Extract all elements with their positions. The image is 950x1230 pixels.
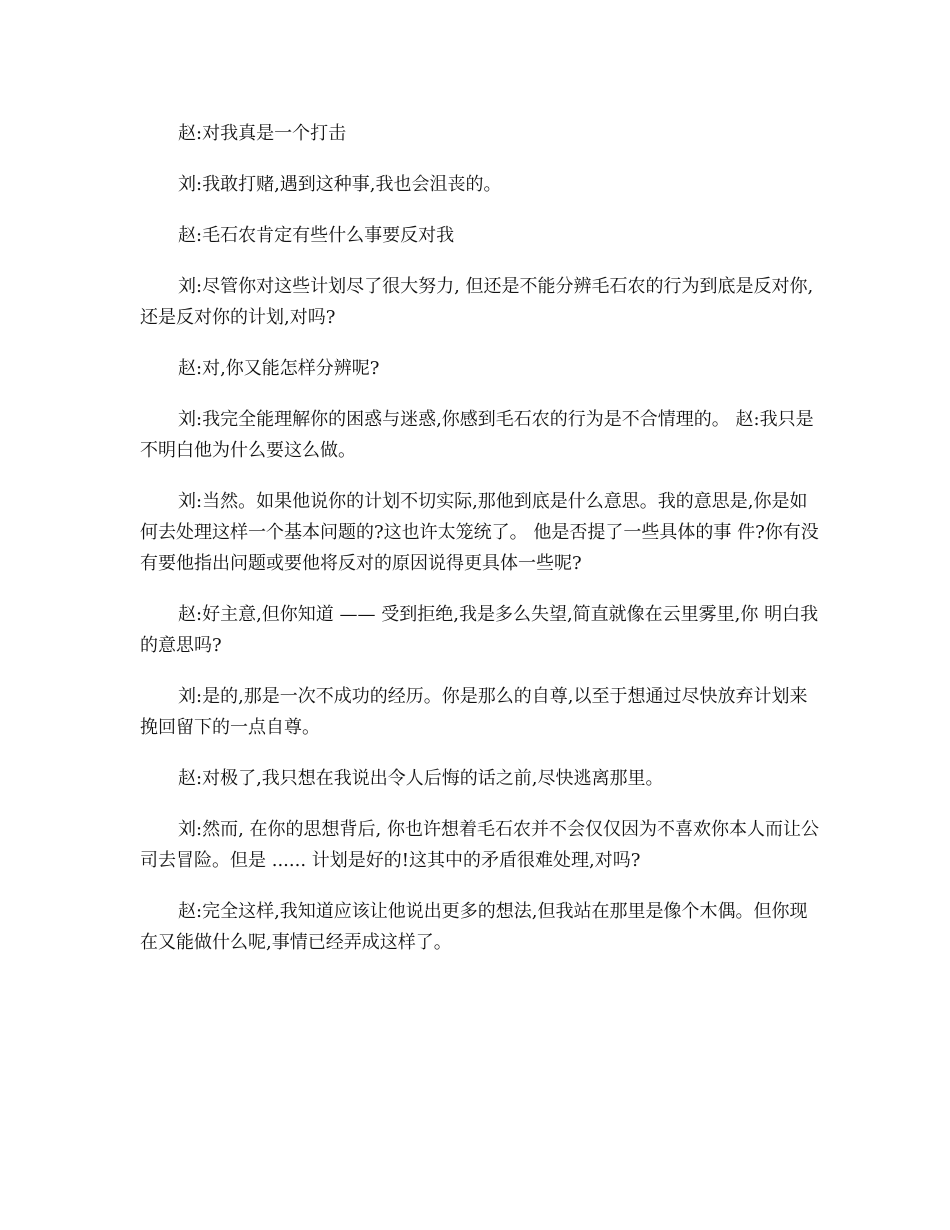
- dialogue-paragraph: 赵:毛石农肯定有些什么事要反对我: [178, 225, 455, 246]
- dialogue-paragraph: 赵:好主意,但你知道 —— 受到拒绝,我是多么失望,简直就像在云里雾里,你 明白我的意思吗?: [140, 604, 819, 656]
- dialogue-paragraph: 刘:尽管你对这些计划尽了很大努力, 但还是不能分辨毛石农的行为到底是反对你,还是反对你的计划,对吗?: [140, 276, 814, 328]
- dialogue-paragraph: 刘:我完全能理解你的困惑与迷惑,你感到毛石农的行为是不合情理的。 赵:我只是不明白他为什么要这么做。: [140, 409, 814, 461]
- dialogue-paragraph: 赵:对我真是一个打击: [178, 123, 347, 144]
- dialogue-paragraph: 刘:是的,那是一次不成功的经历。你是那么的自尊,以至于想通过尽快放弃计划来挽回留下的一点自尊。: [140, 686, 808, 738]
- dialogue-paragraph: 刘:当然。如果他说你的计划不切实际,那他到底是什么意思。我的意思是,你是如何去处理这样一个基本问题的?这也许太笼统了。 他是否提了一些具体的事 件?你有没有要他指出问题或要他将反对的原因说得更具体一些呢?: [140, 491, 819, 574]
- dialogue-paragraph: 赵:对,你又能怎样分辨呢?: [178, 358, 380, 379]
- dialogue-paragraph: 赵:完全这样,我知道应该让他说出更多的想法,但我站在那里是像个木偶。但你现在又能做什么呢,事情已经弄成这样了。: [140, 901, 808, 953]
- dialogue-body: [140, 118, 820, 978]
- dialogue-paragraph: 刘:然而, 在你的思想背后, 你也许想着毛石农并不会仅仅因为不喜欢你本人而让公司去冒险。但是 ...... 计划是好的!这其中的矛盾很难处理,对吗?: [140, 819, 819, 871]
- dialogue-paragraph: 刘:我敢打赌,遇到这种事,我也会沮丧的。: [178, 174, 502, 195]
- dialogue-paragraph: 赵:对极了,我只想在我说出令人后悔的话之前,尽快逃离那里。: [178, 768, 664, 789]
